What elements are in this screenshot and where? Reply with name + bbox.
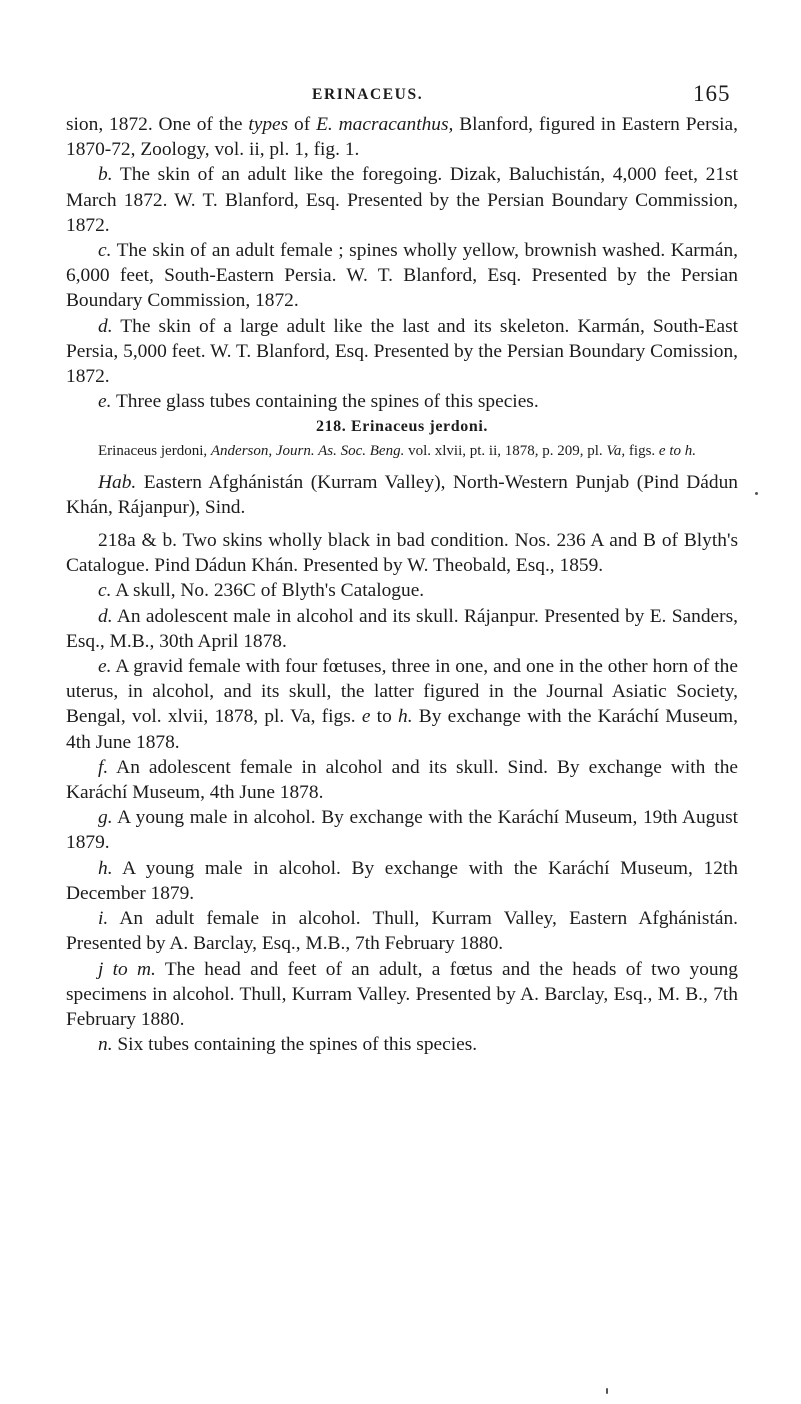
figure-ref: e [361,706,371,728]
specimen-text: By exchange with the Karáchí Museum, 4th June 1878. [66,706,738,753]
body-text [66,112,738,1057]
synonymy-text: Erinaceus jerdoni, [98,442,211,459]
specimen-text: An adult female in alcohol. Thull, Kurram Valley, Eastern Afghánistán. Presented by A. Barclay, Esq., M.B., 7th February 1880. [66,908,738,955]
specimen-text: The skin of a large adult like the last and its skeleton. Karmán, South-East Persia, 5,000 feet. W. T. Blanford, Esq. Presented by the Persian Boundary Comission, 1872. [66,315,738,388]
specimen-text: The skin of an adult female ; spines wholly yellow, brownish washed. Karmán, 6,000 feet, South-Eastern Persia. W. T. Blanford, Esq. Presented by the Persian Boundary Commission, 1872. [66,240,738,312]
entry-text: of [288,114,317,135]
ink-speck [606,1388,608,1394]
specimen-text: Three glass tubes containing the spines of this species. [111,391,539,413]
page-number: 165 [693,81,731,106]
entry-text: sion, 1872. One of the [66,114,249,135]
specimen-letter: n. [98,1034,113,1056]
specimen-text: A gravid female with four fœtuses, three in one, and one in the other horn of the uterus, in alcohol, and its skull, the latter figured in the Journal Asiatic Society, Bengal, vol. xlvii, 1878, pl. Va, figs. [66,656,738,728]
specimen-text: Two skins wholly black in bad condition. Nos. 236 A and B of Blyth's Catalogue. Pind Dádun Khán. Presented by W. Theobald, Esq., 1859. [66,530,738,577]
specimen-letter: d. [98,315,113,337]
entry-italic: types [248,114,289,135]
specimen-entry-c [66,578,738,603]
specimen-entry-n [66,1032,738,1057]
habitat-text: Eastern Afghánistán (Kurram Valley), North-Western Punjab (Pind Dádun Khán, Rájanpur), Sind. [66,471,738,518]
specimen-letter: f. [98,756,109,778]
specimen-text: Six tubes containing the spines of this species. [112,1034,478,1056]
specimen-letter: b. [98,164,113,186]
synonymy-author: Anderson, Journ. As. Soc. Beng. [210,442,405,459]
specimen-letter: g. [98,807,113,829]
specimen-text: The skin of an adult like the foregoing. Dizak, Baluchistán, 4,000 feet, 21st March 1872. W. T. Blanford, Esq. Presented by the Persian Boundary Commission, 1872. [66,164,738,236]
habitat-label: Hab. [98,471,137,493]
habitat [66,470,738,520]
figure-ref: h. [398,706,413,728]
specimen-letter: h. [98,857,113,879]
entry-continuation [66,112,738,162]
synonymy-figs: e to h. [658,442,696,459]
synonymy-text: figs. [625,442,659,459]
specimen-entry-e [66,654,738,755]
specimen-text: A young male in alcohol. By exchange with the Karáchí Museum, 19th August 1879. [66,807,738,854]
specimen-text: A skull, No. 236C of Blyth's Catalogue. [111,580,425,602]
specimen-entry-h [66,856,738,906]
specimen-entry-b [66,162,738,238]
synonymy-text: vol. xlvii, pt. ii, 1878, p. 209, pl. [404,442,607,459]
specimen-entry-f [66,755,738,805]
specimen-letter: i. [98,908,109,930]
species-name: E. macracanthus, [316,114,454,135]
species-heading: 218. Erinaceus jerdoni. [315,418,489,436]
specimen-entry-c [66,238,738,314]
specimen-number: 218a & b. [98,530,178,552]
specimen-letter: j to m. [98,958,156,980]
specimen-text: An adolescent male in alcohol and its skull. Rájanpur. Presented by E. Sanders, Esq., M.B., 30th April 1878. [66,605,738,652]
specimen-entry-i [66,906,738,956]
specimen-entry-g [66,805,738,855]
running-title: ERINACEUS. [312,86,424,103]
specimen-letter: d. [98,605,113,627]
specimen-entry-d [66,604,738,654]
entry-text: Blanford, figured in Eastern Persia, 1870-72, Zoology, vol. ii, pl. 1, fig. 1. [66,114,738,161]
specimen-entry-e [66,389,738,414]
specimen-letter: c. [98,240,112,262]
specimen-text: An adolescent female in alcohol and its skull. Sind. By exchange with the Karáchí Museum, 4th June 1878. [66,756,738,804]
specimen-letter: c. [98,580,112,602]
specimen-text: The head and feet of an adult, a fœtus and the heads of two young specimens in alcohol. Thull, Kurram Valley. Presented by A. Barclay, Esq., M. B., 7th February 1880. [66,958,738,1030]
specimen-entry-j-to-m [66,957,738,1033]
running-head [0,80,801,110]
ink-speck [755,492,758,495]
synonymy [66,440,738,462]
specimen-letter: e. [98,391,112,413]
specimen-letter: e. [98,656,112,678]
specimen-entry-ab [66,528,738,578]
specimen-text: A young male in alcohol. By exchange with the Karáchí Museum, 12th December 1879. [66,857,738,904]
specimen-text: to [370,706,398,728]
specimen-entry-d [66,314,738,390]
synonymy-plate: Va, [606,442,626,459]
